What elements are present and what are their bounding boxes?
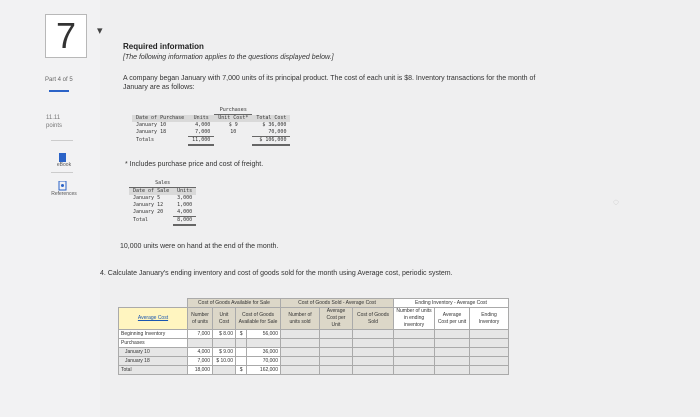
cell: [470, 348, 509, 357]
col-header: Units: [177, 188, 193, 194]
cell: [353, 366, 394, 375]
cell: Totals: [136, 137, 155, 144]
collapse-chevron-icon[interactable]: ▾: [97, 25, 103, 37]
cell: [353, 339, 394, 348]
row-label: Purchases: [119, 339, 188, 348]
cell: [394, 339, 435, 348]
sales-header: Sales: [129, 180, 196, 188]
cell: [435, 348, 470, 357]
part-progress-bar: [49, 90, 69, 92]
required-info-subtitle: [The following information applies to the questions displayed below.]: [123, 54, 334, 61]
group-header-ending: Ending Inventory - Average Cost: [394, 299, 509, 308]
col-header: Date of Sale: [133, 188, 170, 194]
required-info-title: Required information: [123, 42, 204, 51]
cell: 1,000: [177, 202, 193, 208]
table-row: [129, 195, 196, 202]
col-header: Number of units: [188, 308, 213, 330]
table-row: [119, 366, 509, 375]
cell: January 12: [133, 202, 164, 208]
cell: [236, 339, 247, 348]
cell: [470, 357, 509, 366]
cell: January 18: [136, 129, 167, 136]
cell: [281, 348, 320, 357]
cell: [236, 348, 247, 357]
cell: 4,000: [195, 122, 211, 128]
loading-spinner-icon: ◌: [613, 197, 619, 208]
cell: 70,000: [247, 357, 281, 366]
average-cost-table: [118, 298, 509, 375]
question-4-text: 4. Calculate January's ending inventory and cost of goods sold for the month using Average cost, periodic system.: [100, 270, 453, 277]
cell: January 5: [133, 195, 161, 201]
cell: [394, 366, 435, 375]
cell: $ 36,000: [262, 122, 287, 128]
table-row: [119, 330, 509, 339]
table-row: [132, 129, 290, 137]
cell: [320, 339, 353, 348]
cell: 8,000: [173, 217, 196, 226]
cell: 18,000: [188, 366, 213, 375]
cell: [236, 357, 247, 366]
cell: [435, 357, 470, 366]
cell: [353, 330, 394, 339]
intro-text: A company began January with 7,000 units of its principal product. The cost of each unit is $8. Inventory transactions for the month of January are as follows:: [123, 75, 536, 91]
cell: 7,000: [188, 357, 213, 366]
row-label: Beginning Inventory: [119, 330, 188, 339]
col-header: Number of units in ending inventory: [394, 308, 435, 330]
col-header: Average Cost per Unit: [320, 308, 353, 330]
cell: 11,000: [188, 137, 214, 146]
col-header: Unit Cost: [213, 308, 236, 330]
cell: 7,000: [188, 330, 213, 339]
cell: [320, 330, 353, 339]
on-hand-text: 10,000 units were on hand at the end of the month.: [120, 243, 279, 250]
col-header: Average Cost per unit: [435, 308, 470, 330]
ebook-icon[interactable]: [57, 150, 69, 160]
references-icon[interactable]: [57, 178, 69, 188]
divider: [51, 140, 73, 141]
cell: [320, 366, 353, 375]
cell: 4,000: [188, 348, 213, 357]
group-header-available: Cost of Goods Available for Sale: [188, 299, 281, 308]
cell: [320, 357, 353, 366]
table-row: [132, 137, 290, 146]
cell: 36,000: [247, 348, 281, 357]
col-header: Cost of Goods Sold: [353, 308, 394, 330]
cell: [394, 348, 435, 357]
group-header-sold: Cost of Goods Sold - Average Cost: [281, 299, 394, 308]
cell: $ 106,000: [252, 137, 290, 146]
cell: [394, 330, 435, 339]
cell: [281, 330, 320, 339]
col-header: Date of Purchase: [136, 114, 185, 121]
col-header: Unit Cost*: [218, 115, 249, 121]
cell: 7,000: [188, 129, 214, 137]
cell: [188, 339, 213, 348]
cell: [213, 339, 236, 348]
cell: 4,000: [173, 209, 196, 217]
references-link[interactable]: References: [51, 191, 77, 197]
cell: $ 8.00: [213, 330, 236, 339]
table-row: [129, 217, 196, 226]
cell: [353, 357, 394, 366]
purchases-header: Purchases: [214, 107, 252, 115]
cell: $: [236, 366, 247, 375]
cell: 70,000: [252, 129, 290, 137]
cell: $ 10.00: [213, 357, 236, 366]
purchases-table: [132, 107, 290, 146]
row-label: January 10: [119, 348, 188, 357]
cell: [394, 357, 435, 366]
cell: [281, 366, 320, 375]
cell: [281, 339, 320, 348]
cell: [435, 330, 470, 339]
table-row: [129, 202, 196, 209]
cell: [281, 357, 320, 366]
table-row: [119, 348, 509, 357]
cell: Total: [133, 217, 149, 224]
sales-table: [129, 180, 196, 226]
cell: [470, 366, 509, 375]
row-label: Total: [119, 366, 188, 375]
cell: $ 9.00: [213, 348, 236, 357]
cell: 10: [230, 129, 237, 136]
average-cost-link[interactable]: Average Cost: [137, 315, 169, 321]
table-row: [129, 209, 196, 217]
cell: [435, 366, 470, 375]
table-row: [132, 122, 290, 129]
cell: [214, 137, 252, 146]
cell: [213, 366, 236, 375]
cell: [247, 339, 281, 348]
col-header: Total Cost: [256, 114, 287, 121]
cell: 162,000: [247, 366, 281, 375]
cell: $ 9: [228, 122, 238, 128]
question-number: 7: [45, 14, 87, 58]
ebook-link[interactable]: eBook: [56, 162, 72, 168]
question-content: [100, 0, 700, 417]
col-header: Number of units sold: [281, 308, 320, 330]
table-row: [119, 339, 509, 348]
cell: [435, 339, 470, 348]
table-row: [119, 357, 509, 366]
col-header: Ending Inventory: [470, 308, 509, 330]
cell: 56,000: [247, 330, 281, 339]
row-label: January 18: [119, 357, 188, 366]
left-rail: [0, 0, 100, 417]
cell: [353, 348, 394, 357]
cell: $: [236, 330, 247, 339]
cell: January 20: [133, 209, 164, 216]
col-header: Cost of Goods Available for Sale: [236, 308, 281, 330]
part-indicator: Part 4 of 5: [45, 77, 73, 83]
col-header: Units: [193, 114, 209, 121]
cell: [470, 339, 509, 348]
cell: [320, 348, 353, 357]
points-label: 11.11 points: [46, 115, 63, 129]
cell: 3,000: [177, 195, 193, 201]
cell: [470, 330, 509, 339]
divider: [51, 172, 73, 173]
footnote: * Includes purchase price and cost of freight.: [125, 161, 264, 168]
cell: January 10: [136, 122, 167, 128]
